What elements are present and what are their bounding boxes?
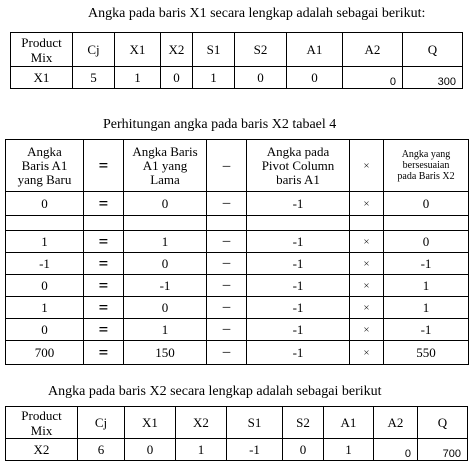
table-row	[6, 275, 469, 297]
equals-symbol: =	[84, 192, 124, 216]
cell: 0	[161, 67, 193, 89]
cell: -1	[384, 253, 469, 275]
cell: 1	[6, 231, 84, 253]
cell: -1	[227, 439, 283, 461]
cell: -1	[247, 275, 350, 297]
cell: 1	[324, 439, 374, 461]
x2-calculation-table	[5, 139, 469, 365]
minus-symbol: –	[207, 341, 247, 365]
equals-symbol: =	[84, 297, 124, 319]
cell: -1	[247, 231, 350, 253]
cell: 0	[6, 319, 84, 341]
cell: 700	[418, 439, 468, 461]
equals-symbol: =	[84, 341, 124, 365]
header-cell: Cj	[73, 33, 115, 67]
cell: 150	[124, 341, 207, 365]
cell: 1	[384, 297, 469, 319]
table-row	[6, 439, 468, 461]
x1-row-table	[10, 32, 463, 89]
header-cell: S2	[235, 33, 287, 67]
equals-symbol: =	[84, 275, 124, 297]
table-row	[6, 253, 469, 275]
cell: 6	[78, 439, 125, 461]
cell: 0	[374, 439, 418, 461]
header-cell: A1	[287, 33, 343, 67]
equals-symbol: =	[84, 231, 124, 253]
minus-symbol: –	[207, 192, 247, 216]
header-cell: A2	[343, 33, 403, 67]
cell: 700	[6, 341, 84, 365]
header-cell: X2	[176, 407, 227, 439]
times-symbol: ×	[350, 253, 384, 275]
cell: 1	[115, 67, 161, 89]
table-row	[6, 341, 469, 365]
spacer-row	[6, 216, 469, 231]
cell: 0	[343, 67, 403, 89]
cell: 0	[384, 192, 469, 216]
cell: 0	[6, 275, 84, 297]
x2-row-table	[5, 406, 468, 461]
cell: 1	[124, 319, 207, 341]
cell: -1	[247, 319, 350, 341]
times-symbol: ×	[350, 192, 384, 216]
times-symbol: ×	[350, 140, 384, 192]
times-symbol: ×	[350, 341, 384, 365]
section1-heading: Angka pada baris X1 secara lengkap adalah sebagai berikut:	[88, 6, 426, 21]
cell: 0	[124, 297, 207, 319]
cell: -1	[247, 341, 350, 365]
minus-symbol: –	[207, 297, 247, 319]
header-cell: Q	[418, 407, 468, 439]
cell: -1	[124, 275, 207, 297]
table-header-row	[11, 33, 463, 67]
header-cell: S2	[283, 407, 324, 439]
table-row	[6, 192, 469, 216]
equals-symbol: =	[84, 253, 124, 275]
times-symbol: ×	[350, 231, 384, 253]
header-cell: Product Mix	[11, 33, 73, 67]
header-cell: Angka yang bersesuaian pada Baris X2	[384, 140, 469, 192]
cell: 0	[124, 253, 207, 275]
header-cell: A2	[374, 407, 418, 439]
cell: 0	[124, 192, 207, 216]
header-cell: S1	[227, 407, 283, 439]
cell: 0	[384, 231, 469, 253]
cell: 1	[124, 231, 207, 253]
cell: 1	[384, 275, 469, 297]
header-cell: X1	[115, 33, 161, 67]
table-header-row	[6, 140, 469, 192]
table-row	[11, 67, 463, 89]
section3-heading: Angka pada baris X2 secara lengkap adalah sebagai berikut	[48, 384, 382, 399]
cell: 1	[6, 297, 84, 319]
cell: -1	[247, 297, 350, 319]
minus-symbol: –	[207, 231, 247, 253]
times-symbol: ×	[350, 275, 384, 297]
cell: -1	[384, 319, 469, 341]
table-row	[6, 297, 469, 319]
header-cell: S1	[193, 33, 235, 67]
cell: 1	[176, 439, 227, 461]
table-row	[6, 231, 469, 253]
cell: 0	[235, 67, 287, 89]
header-cell: X1	[125, 407, 176, 439]
cell: -1	[247, 192, 350, 216]
header-cell: A1	[324, 407, 374, 439]
header-cell: Angka Baris A1 yang Lama	[124, 140, 207, 192]
table-row	[6, 319, 469, 341]
cell: 0	[287, 67, 343, 89]
header-cell: Cj	[78, 407, 125, 439]
table-header-row	[6, 407, 468, 439]
header-cell: Product Mix	[6, 407, 78, 439]
section2-heading: Perhitungan angka pada baris X2 tabael 4	[103, 117, 337, 132]
cell: -1	[247, 253, 350, 275]
cell: 550	[384, 341, 469, 365]
equals-symbol: =	[84, 140, 124, 192]
minus-symbol: –	[207, 319, 247, 341]
minus-symbol: –	[207, 275, 247, 297]
minus-symbol: –	[207, 140, 247, 192]
cell: X2	[6, 439, 78, 461]
cell: 300	[403, 67, 463, 89]
cell: 0	[283, 439, 324, 461]
header-cell: X2	[161, 33, 193, 67]
minus-symbol: –	[207, 253, 247, 275]
cell: 5	[73, 67, 115, 89]
header-cell: Angka Baris A1 yang Baru	[6, 140, 84, 192]
cell: -1	[6, 253, 84, 275]
cell: X1	[11, 67, 73, 89]
equals-symbol: =	[84, 319, 124, 341]
times-symbol: ×	[350, 319, 384, 341]
header-cell: Angka pada Pivot Column baris A1	[247, 140, 350, 192]
cell: 0	[6, 192, 84, 216]
cell: 0	[125, 439, 176, 461]
header-cell: Q	[403, 33, 463, 67]
cell: 1	[193, 67, 235, 89]
times-symbol: ×	[350, 297, 384, 319]
